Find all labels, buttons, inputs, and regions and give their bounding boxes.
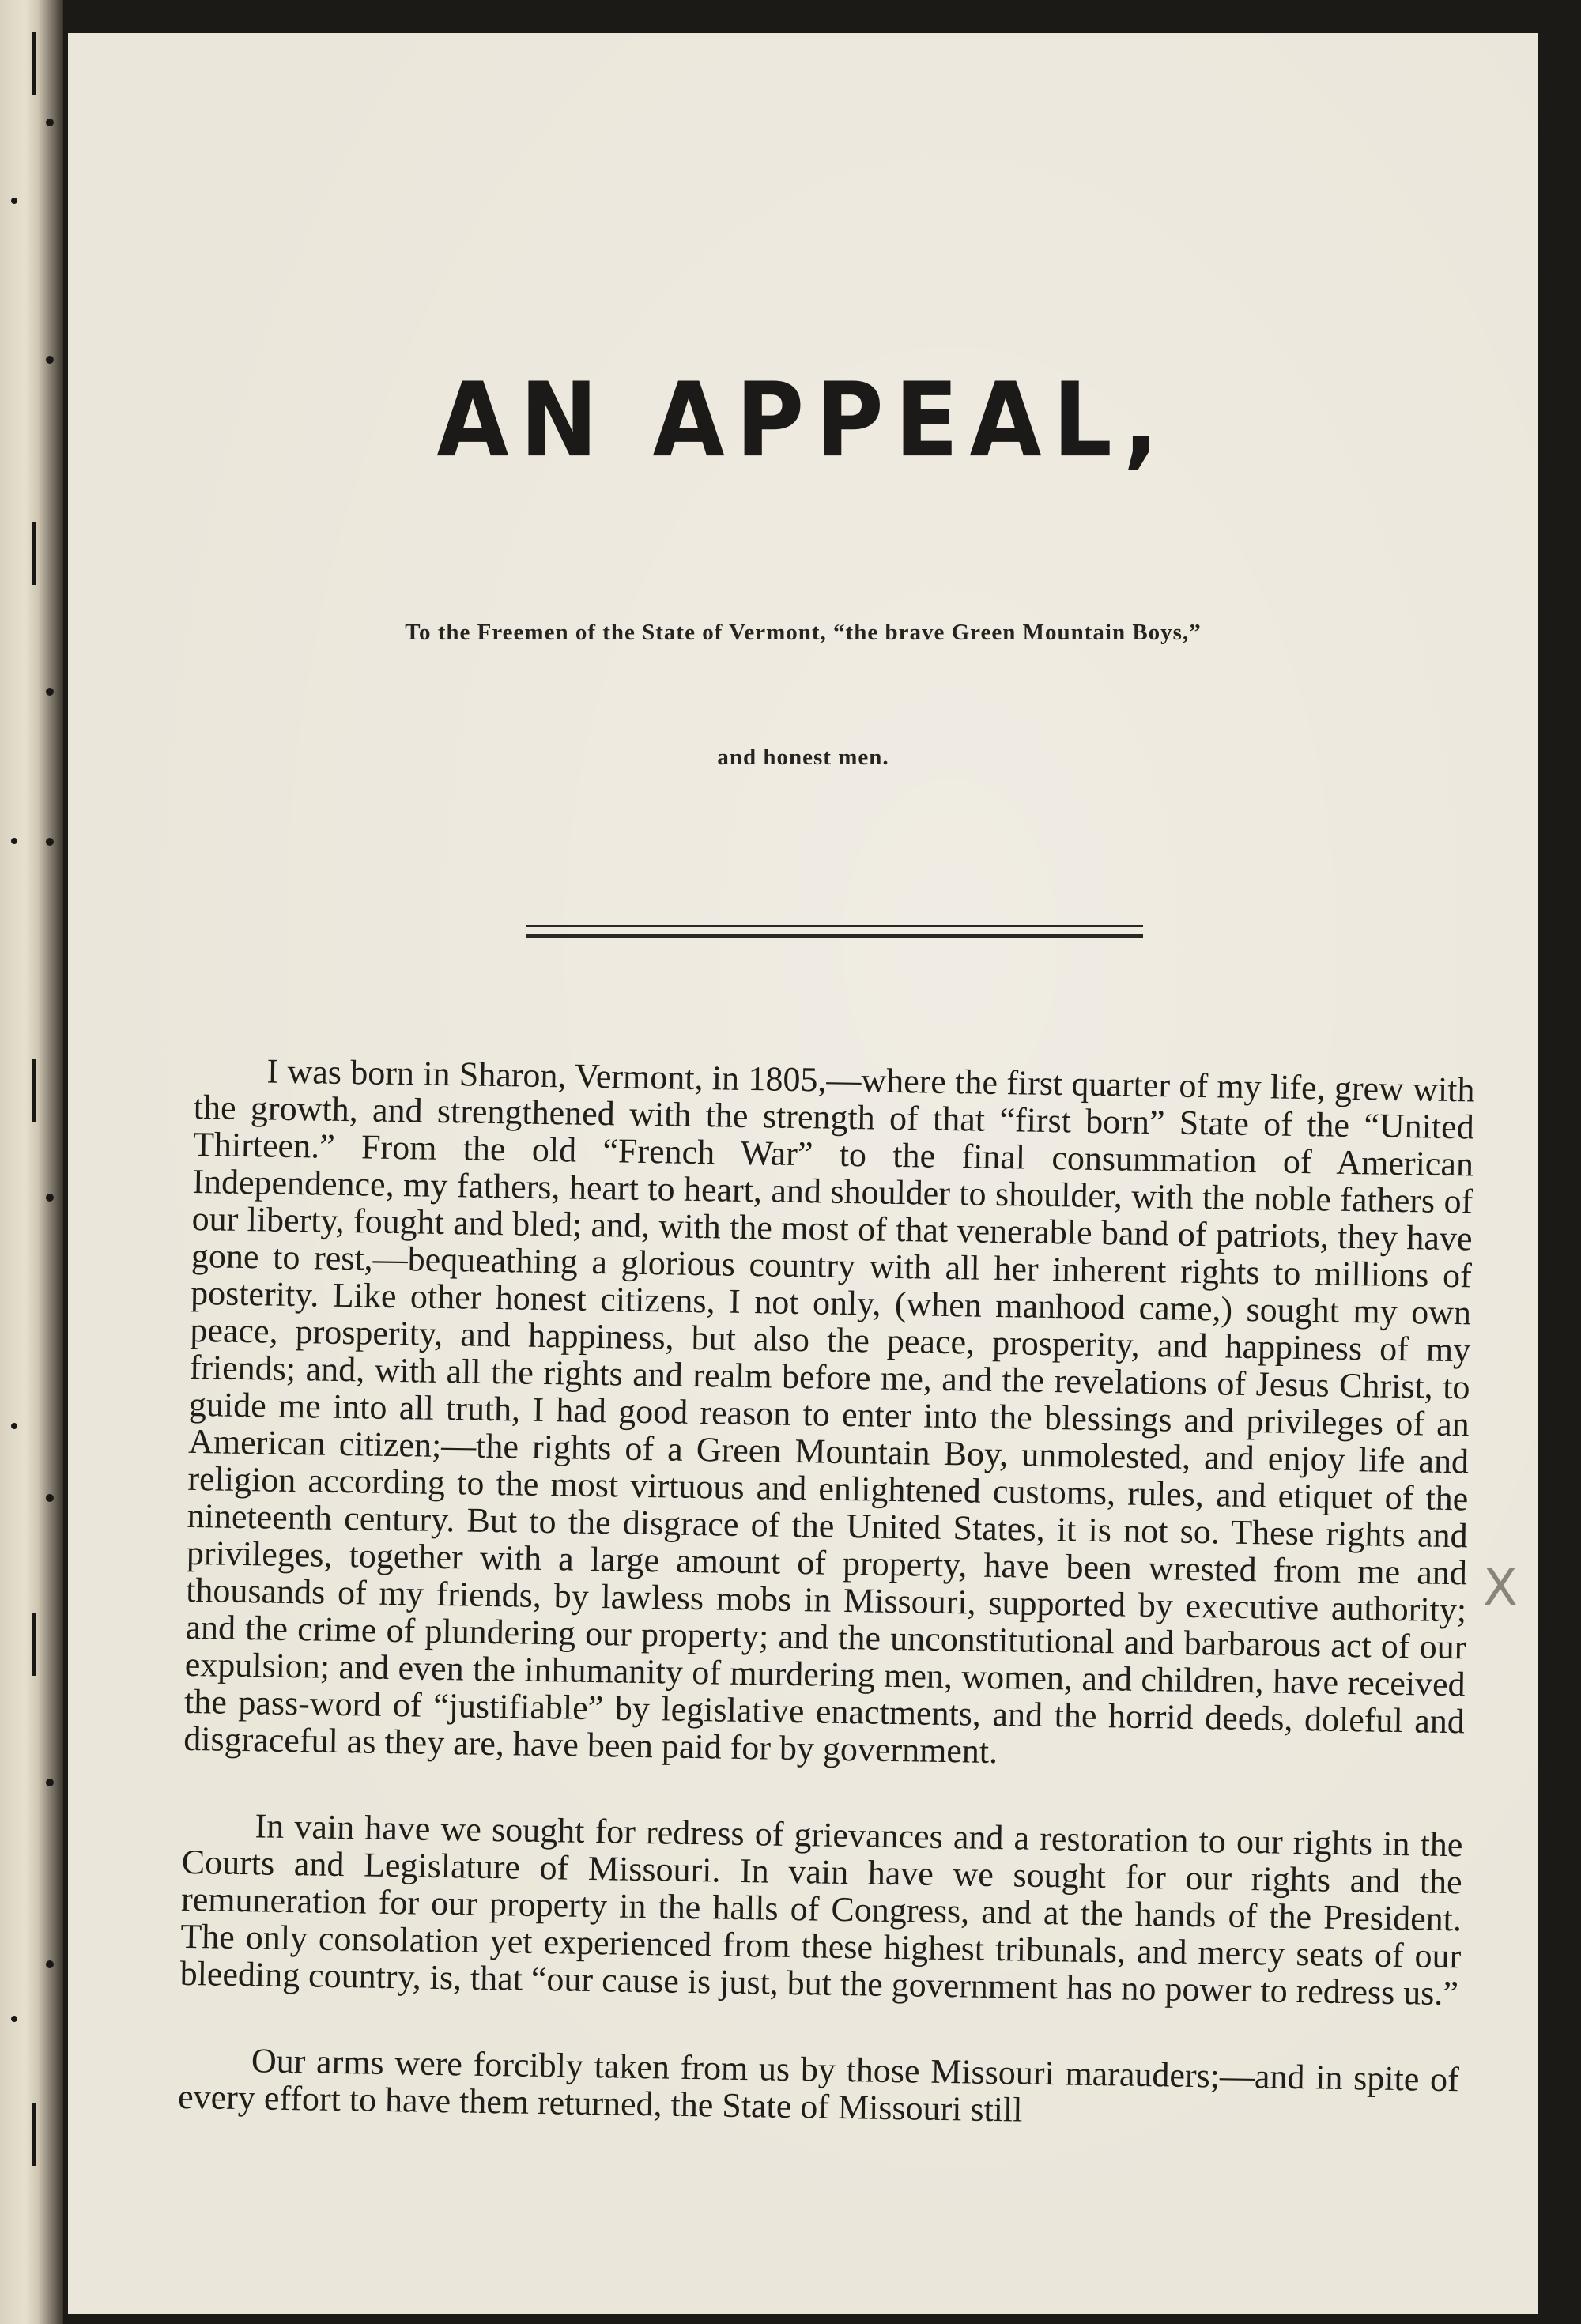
document-page	[68, 33, 1538, 2314]
binding-hole	[11, 838, 17, 844]
binding-hole	[46, 688, 54, 696]
binding-hole	[46, 838, 54, 846]
body-text	[177, 1051, 1475, 2184]
binding-thread	[32, 1613, 36, 1676]
book-binding	[0, 0, 63, 2324]
paragraph: Our arms were forcibly taken from us by those Missouri marauders;—and in spite of every effort to have them returned, the State of Missouri still	[177, 2041, 1460, 2130]
document-subtitle: To the Freemen of the State of Vermont, “the brave Green Mountain Boys,”	[405, 620, 1202, 645]
paragraph: In vain have we sought for redress of grievances and a restoration to our rights in the Courts and Legislature of Missouri. In vain have we sought for our rights and the remuneration for our property in the halls of Congress, and at the hands of the President. The only consolation yet experienced from these highest tribunals, and mercy seats of our bleeding country, is, that “our cause is just, but the government has no power to redress us.”	[179, 1806, 1463, 2013]
divider-rule	[526, 925, 1143, 927]
binding-hole	[46, 1494, 54, 1502]
binding-hole	[46, 1960, 54, 1968]
binding-thread	[32, 32, 36, 95]
binding-thread	[32, 2103, 36, 2166]
binding-hole	[46, 119, 54, 126]
divider-rule	[526, 934, 1143, 938]
binding-hole	[46, 1779, 54, 1786]
binding-hole	[11, 2016, 17, 2022]
binding-hole	[46, 356, 54, 364]
binding-hole	[11, 198, 17, 204]
binding-thread	[32, 522, 36, 585]
binding-hole	[11, 1423, 17, 1429]
paragraph: I was born in Sharon, Vermont, in 1805,—where the first quarter of my life, grew with the growth, and strengthened with the strength of that “first born” State of the “United Thirteen.” From the old “French War” to the final consummation of American Independence, my fathers, heart to heart, and shoulder to shoulder, with the noble fathers of our liberty, fought and bled; and, with the most of that venerable band of patriots, they have gone to rest,—bequeathing a glorious country with all her inherent rights to millions of posterity. Like other honest citizens, I not only, (when manhood came,) sought my own peace, prosperity, and happiness, but also the peace, prosperity, and happiness of my friends; and, with all the rights and realm before me, and the revelations of Jesus Christ, to guide me into all truth, I had good reason to enter into the blessings and privileges of an American citizen;—the rights of a Green Mountain Boy, unmolested, and enjoy life and religion according to the most virtuous and enlightened customs, rules, and etiquet of the nineteenth century. But to the disgrace of the United States, it is not so. These rights and privileges, together with a large amount of property, have been wrested from me and thousands of my friends, by lawless mobs in Missouri, supported by executive authority; and the crime of plundering our property; and the unconstitutional and barbarous act of our expulsion; and even the inhumanity of murdering men, women, and children, have received the pass-word of “justifiable” by legislative enactments, and the horrid deeds, doleful and disgraceful as they are, have been paid for by government.	[183, 1051, 1475, 1771]
document-title: AN APPEAL,	[436, 360, 1170, 480]
binding-thread	[32, 1059, 36, 1122]
pencil-mark: X	[1483, 1559, 1518, 1617]
binding-hole	[46, 1194, 54, 1202]
document-subtitle-continued: and honest men.	[717, 745, 889, 770]
